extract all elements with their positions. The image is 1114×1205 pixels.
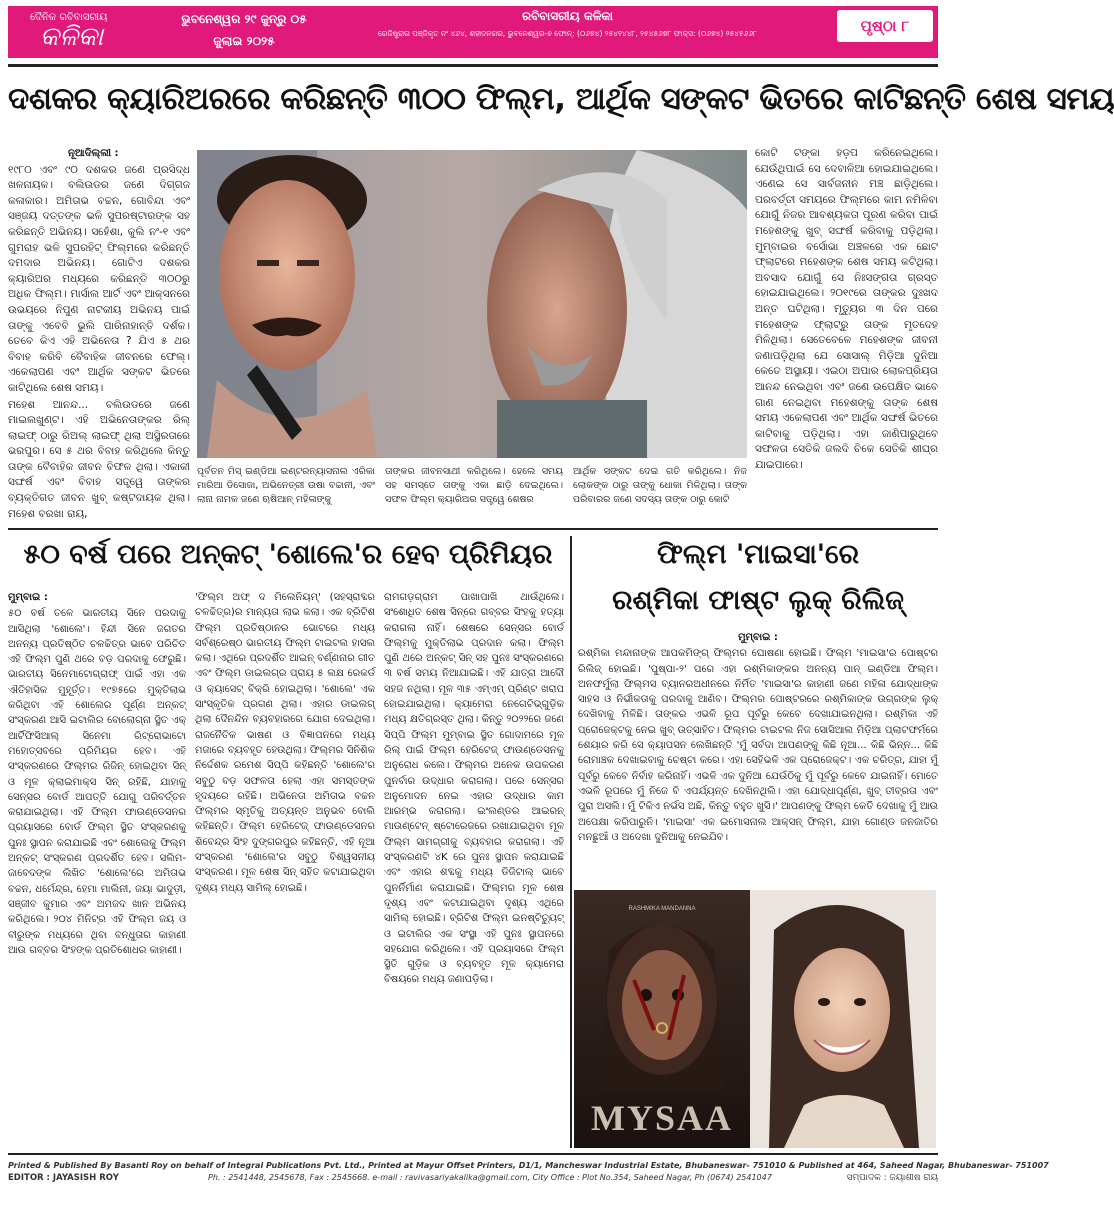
mysaa-photos bbox=[574, 890, 936, 1148]
top-rule bbox=[8, 64, 938, 67]
contact-line: Ph. : 2541448, 2545678, Fax : 2545668. e-mail : ravivasariyakalika@gmail.com, City Office : Plot No.354, Saheed Nagar, Ph (0674) 2541047 bbox=[208, 1173, 772, 1182]
imprint-footer bbox=[8, 1160, 1049, 1186]
editor-name: EDITOR : JAYASISH ROY bbox=[8, 1173, 119, 1183]
logo-title: କଳିକା bbox=[40, 22, 104, 52]
issue-date-line1: ଭୁବନେଶ୍ୱର ୨୯ ଜୁନ୍ରୁ ୦୫ bbox=[181, 12, 307, 26]
mysaa-photo-illustration bbox=[574, 890, 936, 1148]
newspaper-logo bbox=[14, 10, 164, 54]
main-story-photo bbox=[197, 150, 747, 458]
editor-name-odia: ସମ୍ପାଦକ : ଜୟାଶୀଷ ରାୟ bbox=[846, 1173, 938, 1183]
poster-credit: RASHMIKA MANDANNA bbox=[628, 906, 696, 912]
publication-address: ରେଜିଷ୍ଟ୍ରାର ପଞ୍ଜିକୃତ ନଂ ୪୬୪, ଶହୀଦନଗର, ଭୁବନେଶ୍ୱର-୭ ଫୋନ୍: (୦୬୭୪) ୨୫୪୧୪୪୮, ୨୫୪୫୬୭୮ ଫାକ୍ସ: (୦୬୭୪) ୨୫୪୫୬୬୮ bbox=[378, 29, 757, 38]
poster-title: MYSAA bbox=[591, 1098, 733, 1138]
main-story-caption1: ପୂର୍ବତନ ମିସ୍ ଇଣ୍ଡିଆ ଇଣ୍ଟରନ୍ୟାସନାଲ ଏରିକା ମାରିଆ ଡିସୋଜା, ଅଭିନେତ୍ରୀ ଉଷା ବଚ୍ଚାନୀ, ଏବଂ ଲାନା ନାମକ ଜଣେ ଋଷିଆନ୍ ମହିଳାଙ୍କୁ bbox=[197, 466, 375, 505]
main-story-para2: ମହେଶ ଆନନ୍ଦ... ବଲିଉଡରେ ଜଣେ ମାଇଲଖୁଣ୍ଟ। ଏହି ଅଭିନେତାଙ୍କର ରିଲ୍ ଲାଇଫ୍ ଠାରୁ ରିଅଲ୍ ଲାଇଫ୍ ଥିଲା ଅସ୍ଥିରତାରେ ଭରପୁର। ସେ ୫ ଥର ବିବାହ କରିଥିଲେ କିନ୍ତୁ ତାଙ୍କ ବୈବାହିକ ଜୀବନ ବିଫଳ ଥିଲା। ଏକାକୀ ସଙ୍ଘର୍ଷ ଏବଂ ବିବାହ ସତ୍ତ୍ୱେ ତାଙ୍କର ବ୍ୟକ୍ତିଗତ ଜୀବନ ଖୁବ୍ କଷ୍ଟଦାୟକ ଥିଲା। ମହେଶ ବରଖା ରାୟ, bbox=[8, 398, 190, 520]
main-headline: ଦଶକର କ୍ୟାରିଅରରେ କରିଛନ୍ତି ୩୦୦ ଫିଲ୍ମ, ଆର୍ଥିକ ସଙ୍କଟ ଭିତରେ କାଟିଛନ୍ତି ଶେଷ ସମୟ bbox=[8, 81, 1114, 117]
issue-date bbox=[175, 8, 313, 54]
sholay-col3 bbox=[384, 590, 564, 1150]
mysaa-dateline: ମୁମ୍ବାଇ : bbox=[738, 632, 778, 643]
sholay-col2 bbox=[195, 590, 375, 1150]
main-dateline: ନୂଆଦିଲ୍ଲୀ : bbox=[68, 148, 119, 159]
main-story-caption2: ତାଙ୍କର ଜୀବନସାଥୀ କରିଥିଲେ। ହେଲେ ସମୟ ସହ ସମସ୍ତେ ତାଙ୍କୁ ଏକା ଛାଡ଼ି ଦେଇଥିଲେ। ସଫଳ ଫିଲ୍ମ କ୍ୟାରିଅର ସତ୍ତ୍ୱେ ଶେଷର bbox=[385, 466, 563, 505]
main-story-col-right bbox=[755, 146, 938, 526]
mysaa-body bbox=[578, 630, 938, 882]
main-story-col1 bbox=[8, 146, 190, 526]
mysaa-headline-line2: ରଶ୍ମିକା ଫାଷ୍ଟ ଲୁକ୍ ରିଲିଜ୍ bbox=[612, 585, 904, 616]
actors-photo-illustration bbox=[197, 150, 747, 458]
mysaa-para: ରଶ୍ମିକା ମନ୍ଦାନାଙ୍କ ଆପକମିଙ୍ଗ୍ ଫିଲ୍ମର ଘୋଷଣା ହୋଇଛି। ଫିଲ୍ମ 'ମାଇସା'ର ପୋଷ୍ଟର ରିଲିଜ୍ ହୋଇଛି। 'ପୁଷ୍ପା-୨' ପରେ ଏହା ରଶ୍ମିକାଙ୍କର ଅନନ୍ୟ ପାନ୍ ଇଣ୍ଡିଆ ଫିଲ୍ମ। ଅନଫର୍ମୁଲା ଫିଲ୍ମସ ବ୍ୟାନରଅଧୀନରେ ନିର୍ମିତ 'ମାଇସା'ର କାହାଣୀ ଜଣେ ମହିଳା ଯୋଦ୍ଧାଙ୍କ ସାହସ ଓ ନିର୍ଭୀକତାକୁ ପରଦାକୁ ଆଣିବ। ଫିଲ୍ମର ପୋଷ୍ଟରରେ ରଶ୍ମିକାଙ୍କ ଉଗ୍ରଙ୍କ ଲୁକ୍ ଦେଖିବାକୁ ମିଳିଛି। ତାଙ୍କର ଏଭଳି ରୂପ ପୂର୍ବରୁ କେବେ ଦେଖାଯାଇନଥିଲା। ରଶ୍ମିକା ଏହି ପ୍ରୋଜେକ୍ଟକୁ ନେଇ ଖୁବ୍ ଉତ୍ସାହିତ। ଫିଲ୍ମର ଟାଇଟଲ ନିଜ ସୋସିଆଲ ମିଡ଼ିଆ ପ୍ଲାଟଫର୍ମରେ ଶେୟାର କରି ସେ କ୍ୟାପସନ ଲେଖିଛନ୍ତି 'ମୁଁ ସର୍ବଦା ଆପଣଙ୍କୁ କିଛି ନୂଆ... କିଛି ଭିନ୍ନ... କିଛି ରୋମାଞ୍ଚକ ଦେଖାଇବାକୁ ଚେଷ୍ଟା କରେ। ଏହା ସେହିଭଳି ଏକ ପ୍ରୋଜେକ୍ଟ। ଏକ ଚରିତ୍ର, ଯାହା ମୁଁ ପୂର୍ବରୁ କେବେ ନିର୍ବାହ କରିନାହିଁ। ଏଭଳି ଏକ ଦୁନିଆ ଯେଉଁଠିକୁ ମୁଁ ପୂର୍ବରୁ କେବେ ଯାଇନାହିଁ। ମୋତେ ଏଭଳି ରୂପରେ ମୁଁ ନିଜେ ବି ଏପର୍ଯ୍ୟନ୍ତ ଦେଖିନଥିଲି। ଏହା ଯୋଦ୍ଧାପୂର୍ଣ୍ଣ, ଖୁବ୍ ତୀବ୍ରତା ଏବଂ ପୁରା ଅସଲି। ମୁଁ ଟିକିଏ ନର୍ଭସ ଅଛି, କିନ୍ତୁ ବହୁତ ଖୁସି।' ଆପଣଙ୍କୁ ଫିଲ୍ମ କେତିି ଦେଖାକୁ ମୁଁ ଆଉ ଅପେକ୍ଷା କରିପାରୁନି। 'ମାଇସା' ଏକ ଇମୋସନାଲ ଆକ୍ସନ୍ ଫିଲ୍ମ, ଯାହା ଗୋଣ୍ଡ ଜନଜାତିର ମନଛୁଆଁ ଓ ଅଦେଖା ଦୁନିଆକୁ ନେଇଯିବ। bbox=[578, 648, 938, 843]
sholay-dateline: ମୁମ୍ବାଇ : bbox=[8, 592, 48, 603]
sholay-para1: ୫୦ ବର୍ଷ ତଳେ ଭାରତୀୟ ସିନେ ପରଦାକୁ ଆସିଥିଲା 'ଶୋଲେ'। ହିନ୍ଦୀ ସିନେ ଜଗତର ଅନନ୍ୟ ପ୍ରତିଷ୍ଠିତ ଚଳଚ୍ଚିତ୍ର ଭାବେ ପରିଚିତ ଏହି ଫିଲ୍ମ ପୁଣି ଥରେ ବଡ଼ ପରଦାକୁ ଫେରୁଛି। ଭାରତୀୟ ସିନେମାଟୋଗ୍ରାଫ୍ ପାଇଁ ଏହା ଏକ ଐତିହାସିକ ମୁହୂର୍ତ୍ତ। ୧୯୭୫ରେ ମୁକ୍ତିଲାଭ କରିଥିବା ଏହି ଶୋଲେର ପୂର୍ଣ୍ଣ ଅନ୍କଟ୍ ସଂସ୍କରଣ ଆସି ଇଟାଲିର ବୋଲୋଗ୍ନା ସ୍ଥିତ ଏକ୍ ଆର୍ଟିଫିସିଆଲ୍ ସିନେମା ରିଟ୍ରୋଭାଟୋ ମହୋତ୍ସବରେ ପ୍ରିମିୟର ହେବ। ଏହି ସଂସ୍କରଣରେ ଫିଲ୍ମର ରିଜିନ୍ ହୋଇଥିବା ସିନ୍ ଓ ମୂଳ କ୍ଲାଇମାକ୍ସ ସିନ୍ ରହିଛି, ଯାହାକୁ ସେନ୍ସର ବୋର୍ଡ ଆପତ୍ତି ଯୋଗୁ ପରିବର୍ତ୍ତନ କରାଯାଇଥିଲା। ଏହି ଫିଲ୍ମ ଫାଉଣ୍ଡେସନର ପ୍ରୟାସରେ ବୋର୍ଡ ଫିଲ୍ମ ସ୍ଥିତ ସଂସ୍କରଣକୁ ପୁନଃ ସ୍ଥାପନ କରାଯାଇଛି ଏବଂ ଶୋଲେକୁ ଫିଲ୍ମ ଅନ୍କଟ୍ ସଂସ୍କରଣ ପ୍ରଦର୍ଶିତ ହେବ। ସଲିମ-ଜାବେଦଙ୍କ ଲିଖିତ 'ଶୋଲେ'ରେ ଅମିତାଭ ବଚ୍ଚନ, ଧର୍ମେନ୍ଦ୍ର, ହେମା ମାଲିନୀ, ଜୟା ଭାଦୁଡ଼ୀ, ସଞ୍ଜୀବ କୁମାର ଏବଂ ଅମଜଦ ଖାନ ଅଭିନୟ କରିଥିଲେ। ୨୦୪ ମିନିଟ୍ର ଏହି ଫିଲ୍ମ ଜୟ ଓ ବୀରୁଙ୍କ ମଧ୍ୟରେ ଥିବା ବନ୍ଧୁତାର କାହାଣୀ ଆଉ ଗବ୍ବର ସିଂହଙ୍କ ପ୍ରତିଶୋଧର କାହାଣୀ। bbox=[8, 608, 186, 956]
logo-small-text: ଦୈନିକ ରବିବାସରୀୟ bbox=[30, 12, 108, 23]
sholay-para3: ରାମଗଡ଼ଗ୍ରାମ ପାଖାପାଖି ଥାଉଁଥିଲେ। ସଂଶୋଧିତ ଶେଷ ସିନ୍ରେ ଗବ୍ବର ସିଂହକୁ ହତ୍ୟା କରାଗଲା ନାହିଁ। ଶେଷରେ ସେନ୍ସର ବୋର୍ଡ ଫିଲ୍ମକୁ ମୁକ୍ତିଲାଭ ପ୍ରଦାନ କଲା। ଫିଲ୍ମ ପୁଣି ଥରେ ଅନ୍କଟ୍ ସିନ୍ ସହ ପୁନଃ ସଂସ୍କରଣରେ ୩ ବର୍ଷ ସମୟ ନିଆଯାଇଛି। ଏହି ଯାତ୍ରା ଆଦୌ ସହଜ ନଥିଲା। ମୂଳ ୩୫ ଏମ୍ଏମ୍ ପ୍ରିଣ୍ଟ ଖରାପ ହୋଇଯାଇଥିଲା। କ୍ୟାମେରା ନେଗେଟିଭ୍ଗୁଡ଼ିକ ମଧ୍ୟ କ୍ଷତିଗ୍ରସ୍ତ ଥିଲା। କିନ୍ତୁ ୨୦୨୨ରେ ଜଣେ ସିପ୍ପି ଫିଲ୍ମ ମୁମ୍ବାଇ ସ୍ଥିତ ଗୋଦାମରେ ମୂଳ ରିଲ୍ ପାଇଁ ଫିଲ୍ମ ହେରିଟେଜ୍ ଫାଉଣ୍ଡେସନକୁ ଅନୁରୋଧ କଲେ। ଫିଲ୍ମର ଅନେକ ଉପକରଣ ପୁନର୍ବାର ଉଦ୍ଧାର କରାଗଲା। ପରେ ସେନ୍ସର ଅନୁମୋଦନ ନେଇ ଏହାର ଉଦ୍ଧାର କାମ ଆରମ୍ଭ କରାଗଲା। ଇଂଲଣ୍ଡର ଆଇରନ୍ ମାଉଣ୍ଟେନ୍ ଷ୍ଟୋରେଜରେ ରଖାଯାଇଥିବା ମୂଳ ଫିଲ୍ମ ସାମଗ୍ରୀକୁ ବ୍ୟବହାର କରାଗଲା। ଏହି ସଂସ୍କରଣଟି ୪K ରେ ପୁନଃ ସ୍ଥାପନ କରାଯାଇଛି ଏବଂ ଏହାର ଶବ୍ଦକୁ ମଧ୍ୟ ଡିଜିଟାଲ୍ ଭାବେ ପୁନର୍ନିର୍ମାଣ କରାଯାଇଛି। ଫିଲ୍ମର ମୂଳ ଶେଷ ଦୃଶ୍ୟ ଏବଂ କଟାଯାଇଥିବା ଦୃଶ୍ୟ ଏଥିରେ ସାମିଲ୍ ହୋଇଛି। ବ୍ରିଟିଶ ଫିଲ୍ମ ଇନଷ୍ଟିଚ୍ୟୁଟ୍ ଓ ଇଟାଲିର ଏକ ସଂସ୍ଥା ଏହି ପୁନଃ ସ୍ଥାପନରେ ସହଯୋଗ କରିଥିଲେ। ଏହି ପ୍ରୟାସରେ ଫିଲ୍ମ ସ୍ଥିତି ଗୁଡ଼ିକ ଓ ବ୍ୟବହୃତ ମୂଳ କ୍ୟାମେରା ବିଷୟରେ ମଧ୍ୟ ଜଣାପଡ଼ିଲା। bbox=[384, 592, 564, 986]
page-number-badge: ପୃଷ୍ଠା ୮ bbox=[837, 10, 933, 42]
issue-date-line2: ଜୁଲାଇ ୨୦୨୫ bbox=[213, 34, 275, 48]
main-story-caption3: ଆର୍ଥିକ ସଙ୍କଟ ଦେଇ ଗତି କରିଥିଲେ। ନିଜ ଲୋକଙ୍କ ଠାରୁ ତାଙ୍କୁ ଧୋକା ମିଳିଥିଲା। ତାଙ୍କ ପରିବାରର ଜଣେ ସଦସ୍ୟ ତାଙ୍କ ଠାରୁ କୋଟି bbox=[573, 466, 747, 505]
section-rule bbox=[8, 528, 938, 530]
main-story-para3: କୋଟି ଟଙ୍କା ହଡ଼ପ କରିନେଇଥିଲେ। ଯେଉଁଥିପାଇଁ ସେ ଦେବାଳିଆ ହୋଇଯାଇଥିଲେ। ଏଣେଇ ସେ ସାର୍ବଜନୀନ ମଞ୍ଚ ଛାଡ଼ିଥିଲେ। ପରବର୍ତ୍ତୀ ସମୟରେ ଫିଲ୍ମରେ କାମ ନମିଳିବା ଯୋଗୁଁ ନିଜର ଆବଶ୍ୟକତା ପୂରଣ କରିବା ପାଇଁ ମହେଶଙ୍କୁ ଖୁବ୍ ସଙ୍ଘର୍ଷ କରିବାକୁ ପଡ଼ିଥିଲା। ମୁମ୍ବାଇର ବର୍ସୋଭା ଅଞ୍ଚଳରେ ଏକ ଛୋଟ ଫ୍ଲାଟରେ ମହେଶଙ୍କ ଶେଷ ସମୟ କଟିଥିଲା। ଅବସାଦ ଯୋଗୁଁ ସେ ନିଃସଙ୍ଗତା ଗ୍ରସ୍ତ ହୋଇଯାଇଥିଲେ। ୨୦୧୯ରେ ତାଙ୍କର ଦୁଃଖଦ ଅନ୍ତ ଘଟିଥିଲା। ମୃତ୍ୟୁର ୩ ଦିନ ପରେ ମହେଶଙ୍କ ଫ୍ଲାଟ୍ରୁ ତାଙ୍କ ମୃତଦେହ ମିଳିଥିଲା। ସେତେବେଳେ ମହେଶଙ୍କ ଜୀବନୀ ଜଣାପଡ଼ିଥିଲା ଯେ ସୋସାଲ୍ ମିଡ଼ିଆ ଦୁନିଆ କେତେ ଅସ୍ଥାୟୀ। ଏଇଠା ଅପାର ଲୋକପ୍ରିୟତା ଆନନ୍ଦ ନେଇଥିବା ଏବଂ ଜଣେ ଉପେକ୍ଷିତ ଭାବେ ଗାଣ ନେଇଥିବା ମହେଶଙ୍କୁ ତାଙ୍କ ଶେଷ ସମୟ ଏକେଲାପଣ ଏବଂ ଆର୍ଥିକ ସଙ୍ଘର୍ଷ ଭିତରେ କାଟିବାକୁ ପଡ଼ିଥିଲା। ଏହା ଜାଣିପାରୁଥିବେ ସଫଳତା ସେତିକି ଜଲଦି ଚିକେ ସେତିକି ଶୀଘ୍ର ଯାଇପାରେ। bbox=[755, 147, 938, 471]
sholay-para2: 'ଫିଲ୍ମ ଅଫ୍ ଦ ମିଲେନିୟମ୍' (ସହସ୍ରାବ୍ଦର ଚଳଚ୍ଚିତ୍ର)ର ମାନ୍ୟତା ଲାଭ କଲା। ଏକ ବ୍ରିଟିଶ ଫିଲ୍ମ ପ୍ରତିଷ୍ଠାନର ଭୋଟରେ ମଧ୍ୟ ସର୍ବଶ୍ରେଷ୍ଠ ଭାରତୀୟ ଫିଲ୍ମ ଟାଇଟଲ ହାସଲ କଲା। ଏଥିରେ ପ୍ରଦର୍ଶିତ ଆଇନ୍ ବର୍ଣ୍ଣନାର ଗୀତ ଏବଂ ଫିଲ୍ମ ଡାଇଲଗ୍ର ପ୍ରାୟ ୫ ଲକ୍ଷ ରେକର୍ଡ ଓ କ୍ୟାସେଟ୍ ବିକ୍ରି ହୋଇଥିଲା। 'ଶୋଲେ' ଏକ ସାଂସ୍କୃତିକ ପ୍ରଗଣ ଥିଲା। ଏହାର ଡାଇଲଗ୍ ଥିଲା ଦୈନନ୍ଦିନ ବ୍ୟବହାରରେ ଯୋଗ ଦେଇଥିଲା। ରାଜନୈତିକ ଭାଷଣ ଓ ବିଜ୍ଞାପନରେ ମଧ୍ୟ ମଜାରେ ବ୍ୟବହୃତ ହେଉଥିଲା। ଫିଲ୍ମର ସିନିଶିକ ନିର୍ଦ୍ଦେଶକ ରମେଶ ସିପ୍ପି କହିଛନ୍ତି 'ଶୋଲେ'ର ସବୁଠୁ ବଡ଼ ସଫଳତା ହେଲା ଏହା ସମସ୍ତଙ୍କ ହୃଦୟରେ ରହିଛି। ଅଭିନେତା ଅମିତାଭ ବଚ୍ଚନ ଫିଲ୍ମର ସ୍ମୃତିକୁ ଅତ୍ୟନ୍ତ ଅନୁଭବ ବୋଲି କହିଛନ୍ତି। ଫିଲ୍ମ ହେରିଟେଜ୍ ଫାଉଣ୍ଡେସନର ଶିବେନ୍ଦ୍ର ସିଂହ ଦୁଙ୍ଗରପୁର କହିଛନ୍ତି, ଏହି ନୂଆ ସଂସ୍କରଣ 'ଶୋଲେ'ର ସବୁଠୁ ବିଶ୍ୱସନୀୟ ସଂସ୍କରଣ। ମୂଳ ଶେଷ ସିନ୍ ସହିତ କଟାଯାଇଥିବା ଦୃଶ୍ୟ ମଧ୍ୟ ସାମିଲ୍ ହୋଇଛି। bbox=[195, 592, 375, 894]
main-story-para1: ୧୯୮୦ ଏବଂ ୯୦ ଦଶକର ଜଣେ ପ୍ରସିଦ୍ଧ ଖଳନାୟକ। ବଲିଉଡର ଜଣେ ଦିଗ୍ଗଜ କଳାକାର। ଅମିତାଭ ବଚ୍ଚନ, ଗୋବିନ୍ଦା ଏବଂ ସଞ୍ଜୟ ଦତ୍ତଙ୍କ ଭଳି ସୁପରଷ୍ଟାରଙ୍କ ସହ କରିଛନ୍ତି ଅଭିନୟ। ସହେଁଶା, କୁଲି ନଂ-୧ ଏବଂ ଗୁମରାହ ଭଳି ସୁପରହିଟ୍ ଫିଲ୍ମରେ କରିଛନ୍ତି ଦମଦାର ଅଭିନୟ। ଗୋଟିଏ ଦଶକର କ୍ୟାରିଅର ମଧ୍ୟରେ କରିଛନ୍ତି ୩୦୦ରୁ ଅଧିକ ଫିଲ୍ମ। ମାର୍ସାଲ ଆର୍ଟ ଏବଂ ଆକ୍ସନରେ ଉଭୟରେ ନିପୁଣ ନାଟକୀୟ ଅଭିନୟ ପାଇଁ ତାଙ୍କୁ ଏବେବି ଭୁଲି ପାରିନାହାନ୍ତି ଦର୍ଶକ। ତେବେ କିଏ ଏହି ଅଭିନେତା ? ଯିଏ ୫ ଥର ବିବାହ କରିବି ବୈବାହିକ ଜୀବନରେ ଫେଲ୍। ଏକେଲାପଣ ଏବଂ ଆର୍ଥିକ ସଙ୍କଟ ଭିତରେ କାଟିଥିଲେ ଶେଷ ସମୟ। bbox=[8, 163, 190, 394]
mysaa-headline-line1: ଫିଲ୍ମ 'ମାଇସା'ରେ bbox=[656, 539, 860, 570]
publication-name: ରବିବାସରୀୟ କଳିକା bbox=[522, 9, 613, 23]
column-divider bbox=[570, 536, 572, 1148]
footer-rule bbox=[8, 1153, 938, 1155]
imprint-line: Printed & Published By Basanti Roy on behalf of Integral Publications Pvt. Ltd., Printed at Mayur Offset Printers, D1/1, Mancheswar Industrial Estate, Bhubaneswar- 751010 & Published at 464, Saheed Nagar, Bhubaneswar- 751007 bbox=[8, 1161, 1049, 1170]
sholay-col1 bbox=[8, 590, 186, 1150]
sholay-headline: ୫୦ ବର୍ଷ ପରେ ଅନ୍କଟ୍ 'ଶୋଲେ'ର ହେବ ପ୍ରିମିୟର bbox=[23, 539, 553, 570]
